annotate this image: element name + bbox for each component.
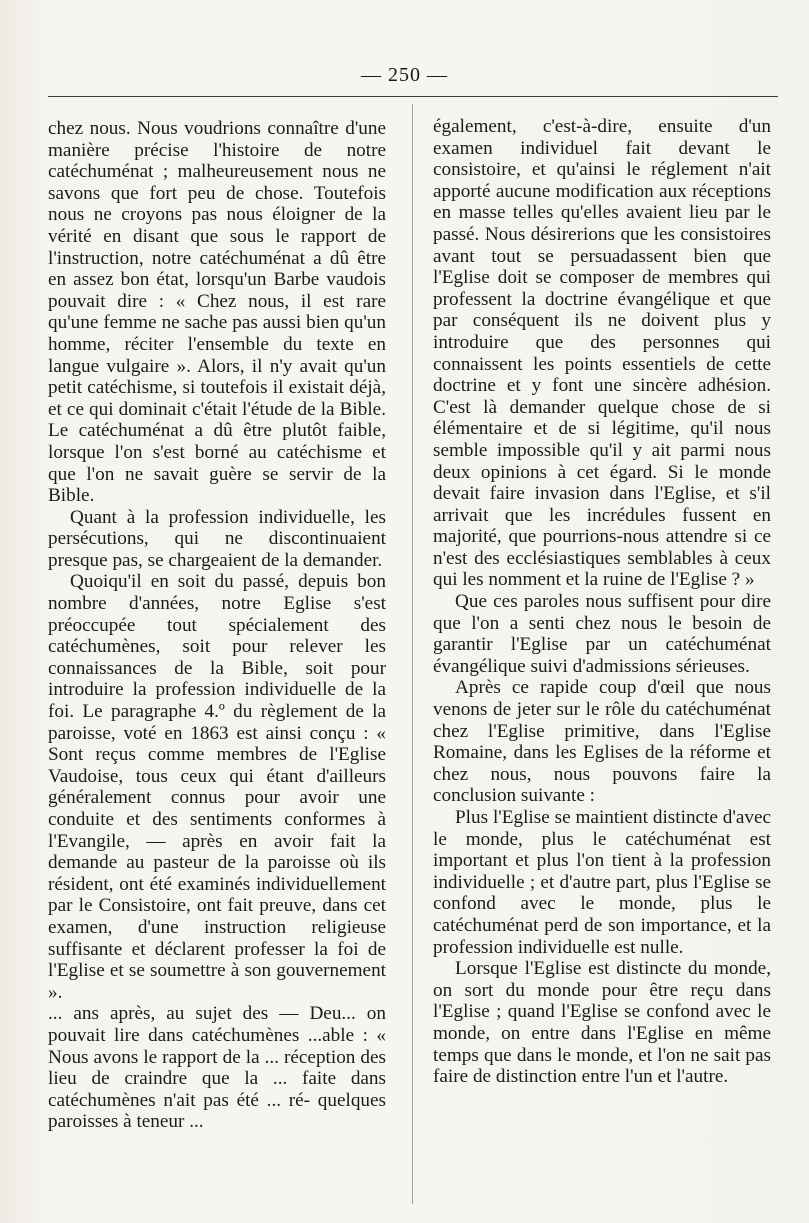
left-column [48, 118, 386, 1133]
right-paragraph-1: également, c'est-à-dire, ensuite d'un examen individuel fait devant le consistoire, et qu'ainsi le réglement n'ait apporté aucune modification aux réceptions en masse telles qu'elles avaient lieu par le passé. Nous désirerions que les consistoires avant tout se persuadassent bien que l'Eglise doit se composer de membres qui professent la doctrine évangélique et que par conséquent ils ne doivent plus y introduire que des personnes qui connaissent les points essentiels de cette doctrine et y font une sincère adhésion. C'est là demander quelque chose de si élémentaire et de si légitime, qu'il nous semble impossible qu'il y ait parmi nous deux opinions à cet égard. Si le monde devait faire invasion dans l'Eglise, et s'il arrivait que les incrédules fussent en majorité, que pourrions-nous attendre si ce n'est des ecclésiastiques semblables à ceux qui les nomment et la ruine de l'Eglise ? » [433, 116, 771, 591]
left-paragraph-1: chez nous. Nous voudrions connaître d'une manière précise l'histoire de notre catéchuménat ; malheureusement nous ne savons que fort peu de chose. Toutefois nous ne croyons pas nous éloigner de la vérité en disant que sous le rapport de l'instruction, notre catéchuménat a dû être en assez bon état, lorsqu'un Barbe vaudois pouvait dire : « Chez nous, il est rare qu'une femme ne sache pas aussi bien qu'un homme, réciter l'ensemble du texte en langue vulgaire ». Alors, il n'y avait qu'un petit catéchisme, si toutefois il existait déjà, et ce qui dominait c'était l'étude de la Bible. Le catéchuménat a dû être plutôt faible, lorsque l'on s'est borné au catéchisme et que l'on ne savait guère se servir de la Bible. [48, 118, 386, 507]
header-rule [48, 96, 778, 97]
left-paragraph-4: ... ans après, au sujet des — Deu... on pouvait lire dans catéchumènes ...able : « Nous avons le rapport de la ... réception des lieu de craindre que la ... faite dans catéchumènes n'ait pas été ... ré- quelques paroisses à teneur ... [48, 1003, 386, 1133]
right-column [433, 116, 771, 1088]
right-paragraph-5: Lorsque l'Eglise est distincte du monde, on sort du monde pour être reçu dans l'Eglise ; quand l'Eglise se confond avec le monde, on entre dans l'Eglise en même temps que dans le monde, et l'on ne sait pas faire de distinction entre l'un et l'autre. [433, 958, 771, 1088]
page-number: — 250 — [361, 64, 448, 86]
left-paragraph-2: Quant à la profession individuelle, les persécutions, qui ne discontinuaient presque pas, se chargeaient de la demander. [48, 506, 386, 571]
right-paragraph-3: Après ce rapide coup d'œil que nous venons de jeter sur le rôle du catéchuménat chez l'Eglise primitive, dans l'Eglise Romaine, dans les Eglises de la réforme et chez nous, nous pouvons faire la conclusion suivante : [433, 677, 771, 807]
right-paragraph-4: Plus l'Eglise se maintient distincte d'avec le monde, plus le catéchuménat est important et plus l'on tient à la profession individuelle ; et d'autre part, plus l'Eglise se confond avec le monde, plus le catéchuménat perd de son importance, et la profession individuelle est nulle. [433, 807, 771, 958]
right-paragraph-2: Que ces paroles nous suffisent pour dire que l'on a senti chez nous le besoin de garantir l'Eglise par un catéchuménat évangélique suivi d'admissions sérieuses. [433, 591, 771, 677]
left-paragraph-3: Quoiqu'il en soit du passé, depuis bon nombre d'années, notre Eglise s'est préoccupée tout spécialement des catéchumènes, soit pour relever les connaissances de la Bible, soit pour introduire la profession individuelle de la foi. Le paragraphe 4.º du règlement de la paroisse, voté en 1863 est ainsi conçu : « Sont reçus comme membres de l'Eglise Vaudoise, tous ceux qui étant d'ailleurs généralement connus pour avoir une conduite et des sentiments conformes à l'Evangile, — après en avoir fait la demande au pasteur de la paroisse où ils résident, ont été examinés individuellement par le Consistoire, ont fait preuve, dans cet examen, d'une instruction religieuse suffisante et déclarent professer la foi de l'Eglise et se soumettre à son gouvernement ». [48, 571, 386, 1003]
column-divider [412, 104, 413, 1204]
